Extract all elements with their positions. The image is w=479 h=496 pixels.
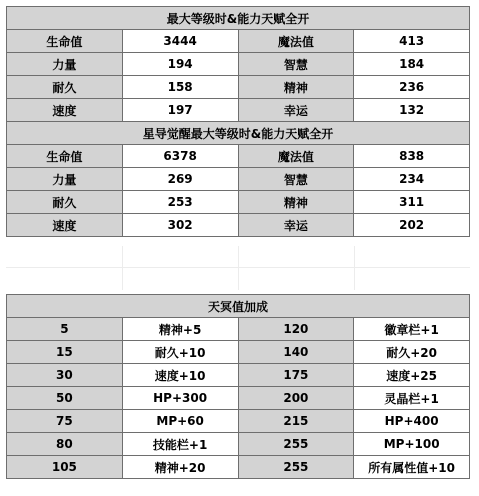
- stat-label: 魔法值: [238, 30, 354, 53]
- stat-value: 311: [354, 191, 470, 214]
- gridline: [238, 246, 239, 290]
- threshold-value: 200: [238, 387, 354, 410]
- bonus-effect: 徽章栏+1: [354, 318, 470, 341]
- stat-value: 838: [354, 145, 470, 168]
- threshold-value: 75: [7, 410, 123, 433]
- table-row: [7, 168, 470, 191]
- threshold-value: 175: [238, 364, 354, 387]
- stat-label: 耐久: [7, 191, 123, 214]
- stat-value: 6378: [122, 145, 238, 168]
- threshold-value: 120: [238, 318, 354, 341]
- stat-value: 132: [354, 99, 470, 122]
- bonus-effect: 耐久+10: [122, 341, 238, 364]
- section-title: 最大等级时&能力天赋全开: [7, 7, 470, 30]
- stat-label: 生命值: [7, 30, 123, 53]
- empty-spreadsheet-gridlines: [6, 246, 470, 290]
- stat-label: 速度: [7, 99, 123, 122]
- bonus-effect: 技能栏+1: [122, 433, 238, 456]
- bonus-effect: 灵晶栏+1: [354, 387, 470, 410]
- bonus-effect: MP+60: [122, 410, 238, 433]
- stat-value: 3444: [122, 30, 238, 53]
- stat-value: 269: [122, 168, 238, 191]
- stat-label: 耐久: [7, 76, 123, 99]
- threshold-value: 215: [238, 410, 354, 433]
- table-row: [7, 30, 470, 53]
- table-row: [7, 387, 470, 410]
- bonus-effect: MP+100: [354, 433, 470, 456]
- stat-value: 234: [354, 168, 470, 191]
- table-row: [7, 76, 470, 99]
- stat-value: 202: [354, 214, 470, 237]
- table-row: [7, 364, 470, 387]
- table-header-row: [7, 295, 470, 318]
- stat-value: 194: [122, 53, 238, 76]
- threshold-value: 5: [7, 318, 123, 341]
- table-row: [7, 214, 470, 237]
- stat-label: 魔法值: [238, 145, 354, 168]
- bonus-effect: 速度+10: [122, 364, 238, 387]
- table-row: [7, 145, 470, 168]
- threshold-value: 105: [7, 456, 123, 479]
- bonus-effect: 耐久+20: [354, 341, 470, 364]
- table-row: [7, 410, 470, 433]
- table-row: [7, 318, 470, 341]
- bonus-effect: 所有属性值+10: [354, 456, 470, 479]
- gridline: [122, 246, 123, 290]
- stats-table-max-level: [6, 6, 470, 237]
- threshold-value: 15: [7, 341, 123, 364]
- section-title: 星导觉醒最大等级时&能力天赋全开: [7, 122, 470, 145]
- threshold-value: 255: [238, 456, 354, 479]
- bonus-effect: HP+300: [122, 387, 238, 410]
- table-row: [7, 456, 470, 479]
- bonus-effect: 精神+20: [122, 456, 238, 479]
- table-header-row: [7, 7, 470, 30]
- stat-label: 智慧: [238, 168, 354, 191]
- bonus-effect: 精神+5: [122, 318, 238, 341]
- stat-label: 精神: [238, 191, 354, 214]
- table-row: [7, 341, 470, 364]
- stat-label: 智慧: [238, 53, 354, 76]
- stat-value: 413: [354, 30, 470, 53]
- section-title: 天冥值加成: [7, 295, 470, 318]
- stat-label: 力量: [7, 53, 123, 76]
- stat-label: 幸运: [238, 99, 354, 122]
- stat-label: 力量: [7, 168, 123, 191]
- bonus-effect: HP+400: [354, 410, 470, 433]
- stat-label: 生命值: [7, 145, 123, 168]
- threshold-value: 80: [7, 433, 123, 456]
- stat-value: 197: [122, 99, 238, 122]
- stat-label: 精神: [238, 76, 354, 99]
- threshold-value: 140: [238, 341, 354, 364]
- stat-value: 158: [122, 76, 238, 99]
- stat-label: 速度: [7, 214, 123, 237]
- threshold-value: 255: [238, 433, 354, 456]
- threshold-value: 30: [7, 364, 123, 387]
- stat-label: 幸运: [238, 214, 354, 237]
- bonus-effect: 速度+25: [354, 364, 470, 387]
- stat-value: 236: [354, 76, 470, 99]
- stat-value: 302: [122, 214, 238, 237]
- table-header-row: [7, 122, 470, 145]
- threshold-value: 50: [7, 387, 123, 410]
- table-row: [7, 99, 470, 122]
- stat-value: 184: [354, 53, 470, 76]
- table-row: [7, 433, 470, 456]
- table-row: [7, 53, 470, 76]
- gridline: [354, 246, 355, 290]
- table-row: [7, 191, 470, 214]
- stat-value: 253: [122, 191, 238, 214]
- tianming-bonus-table: [6, 294, 470, 479]
